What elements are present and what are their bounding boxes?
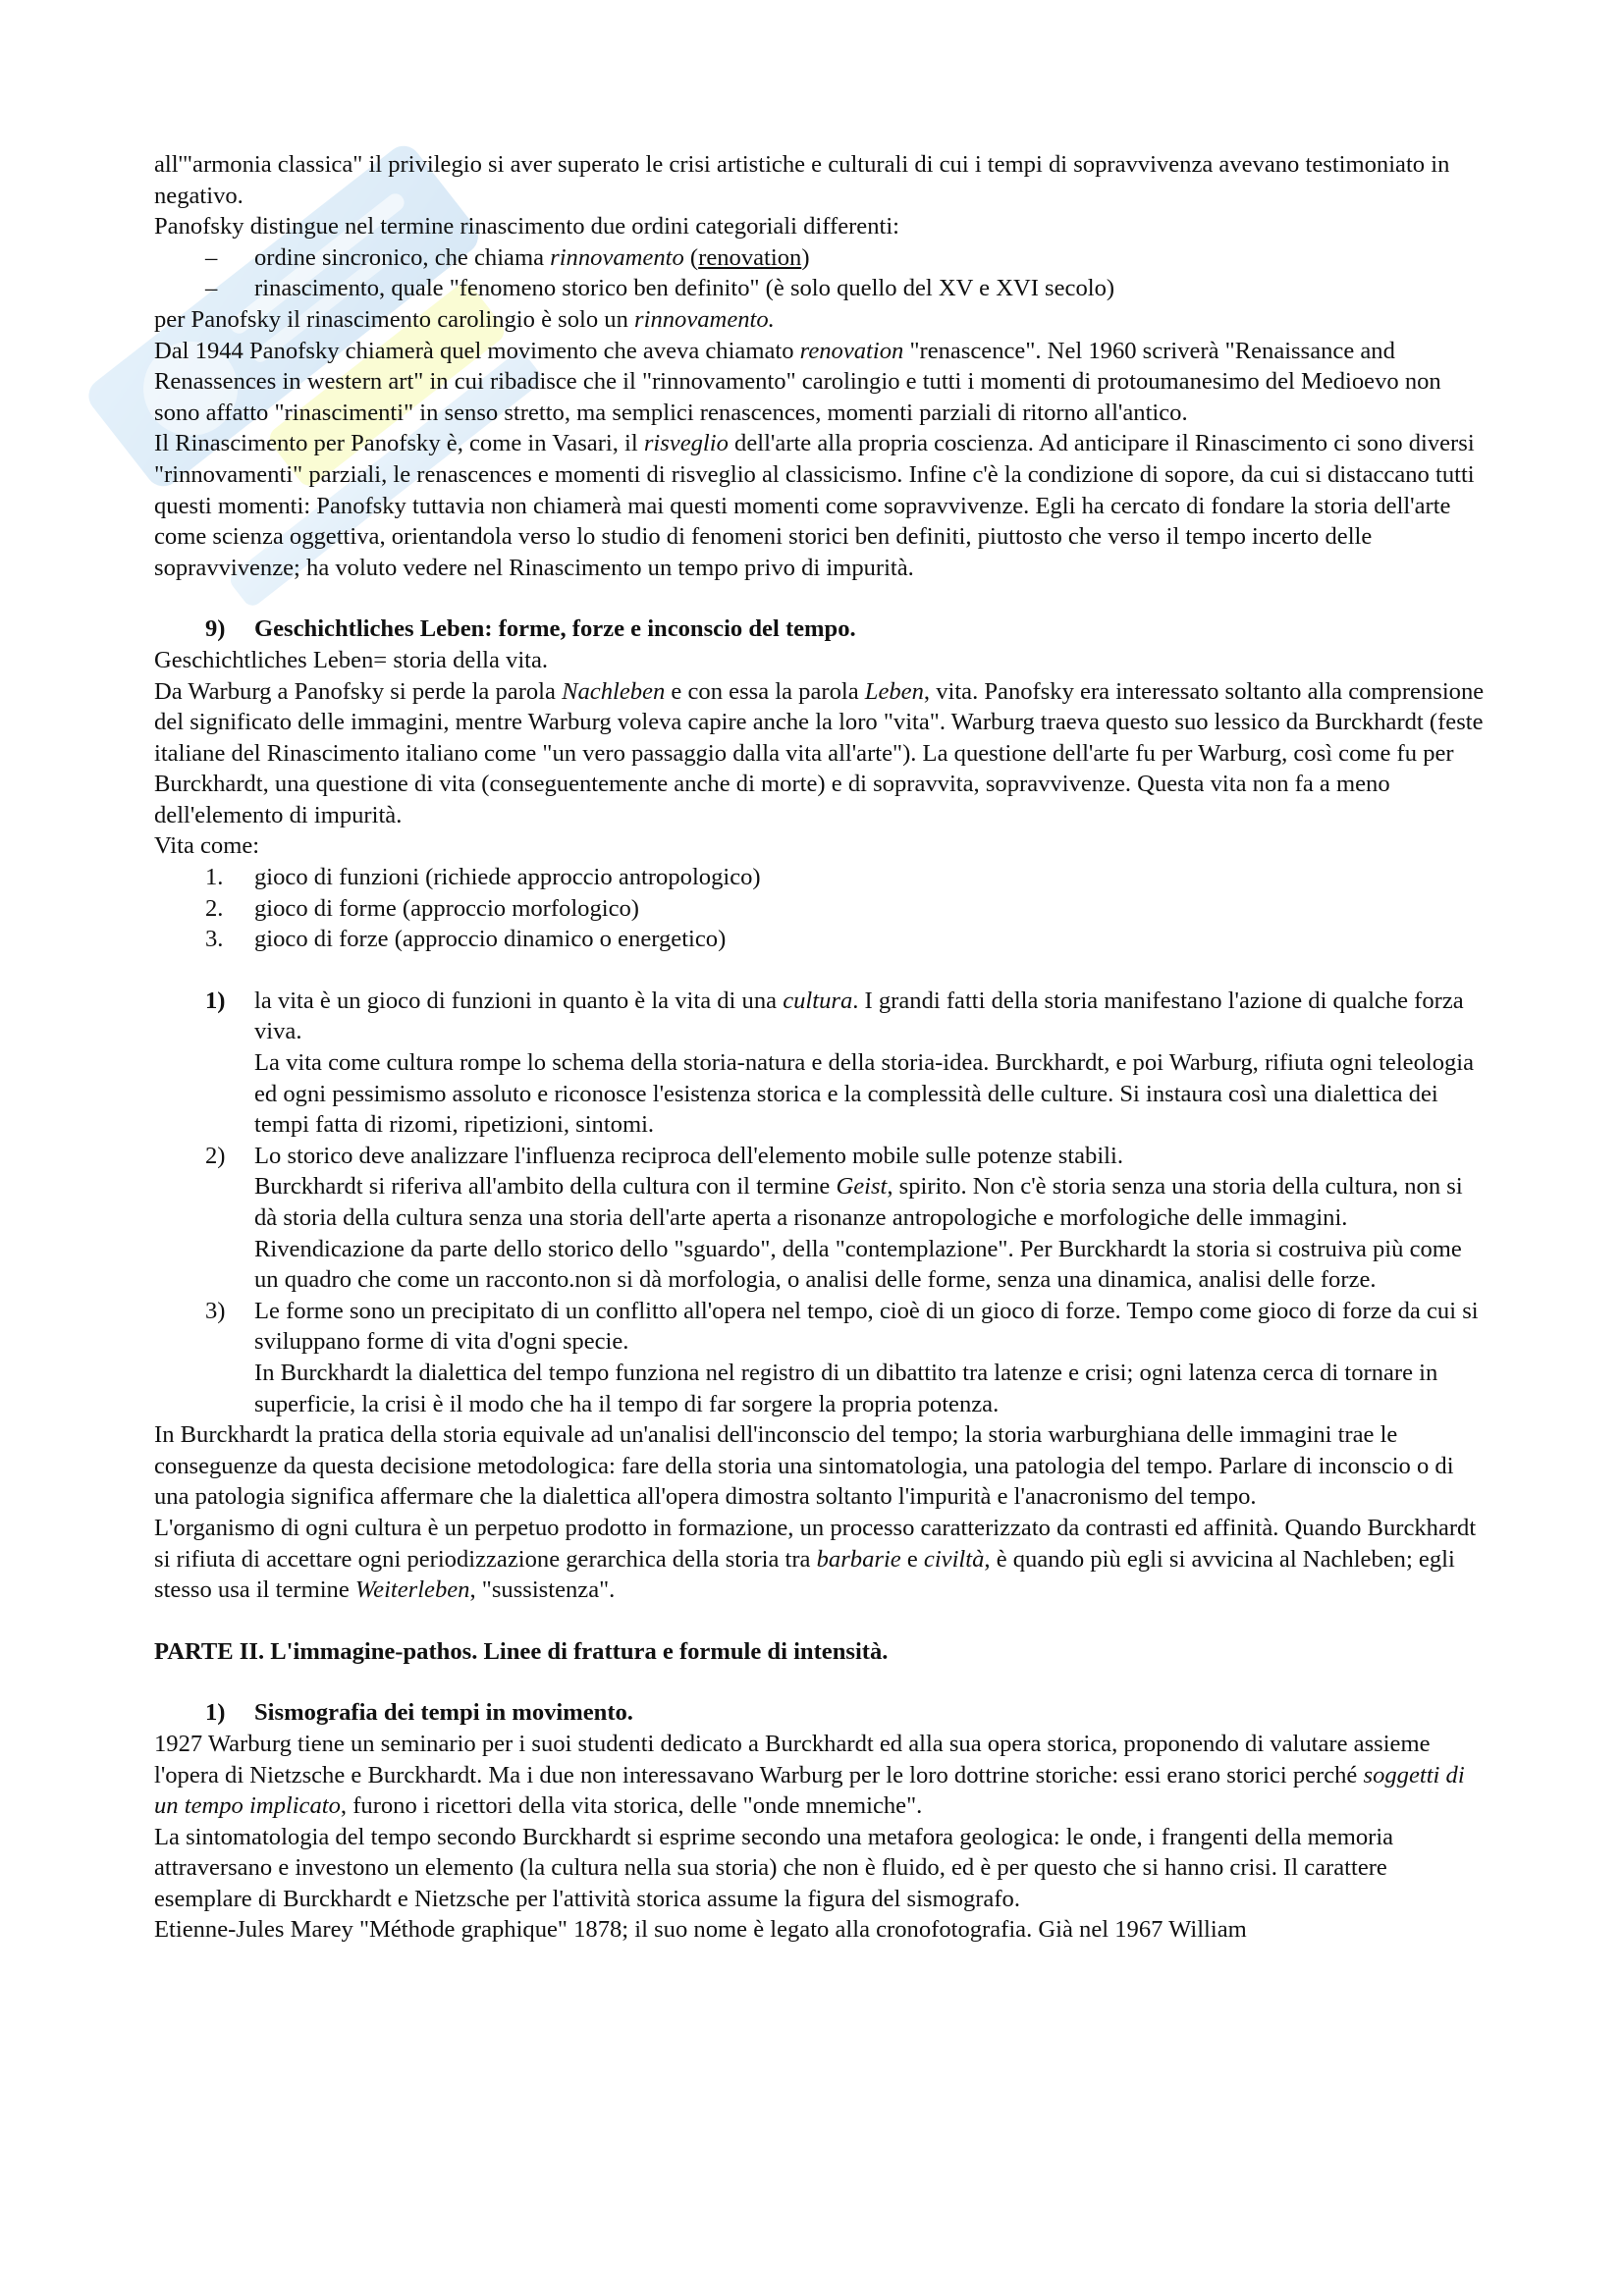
point-number: 3)	[205, 1297, 226, 1324]
list-item-text: gioco di funzioni (richiede approccio antropologico)	[254, 864, 761, 891]
section-heading	[154, 1697, 1489, 1729]
numbered-list-item	[154, 893, 1489, 925]
point-number: 1)	[205, 987, 226, 1014]
paragraph: 1927 Warburg tiene un seminario per i suoi studenti dedicato a Burckhardt ed alla sua opera storica, proponendo di valutare assieme l'opera di Nietzsche e Burckhardt. Ma i due non interessavano Warburg per le loro dottrine storiche: essi erano storici perché soggetti di un tempo implicato, furono i ricettori della vita storica, delle "onde mnemiche".	[154, 1730, 1465, 1820]
list-item-text: gioco di forze (approccio dinamico o energetico)	[254, 926, 727, 953]
section-heading	[154, 614, 1489, 645]
section-number: 1)	[205, 1699, 226, 1727]
point-body	[254, 986, 1489, 1141]
numbered-point	[154, 1141, 1489, 1296]
dash-list-item	[154, 273, 1489, 304]
section-title: Sismografia dei tempi in movimento.	[254, 1699, 633, 1727]
paragraph: Panofsky distingue nel termine rinascimento due ordini categoriali differenti:	[154, 213, 900, 240]
numbered-list-item	[154, 924, 1489, 955]
list-item-text: rinascimento, quale "fenomeno storico ben definito" (è solo quello del XV e XVI secolo)	[254, 275, 1115, 302]
paragraph: In Burckhardt la pratica della storia equivale ad un'analisi dell'inconscio del tempo; la storia warburghiana delle immagini trae le conseguenze da questa decisione metodologica: fare della storia una sintomatologia, una patologia del tempo. Parlare di inconscio o di una patologia significa affermare che la dialettica all'opera dimostra soltanto l'impurità e l'anacronismo del tempo.	[154, 1421, 1454, 1511]
list-number: 1.	[205, 864, 224, 891]
paragraph: Dal 1944 Panofsky chiamerà quel movimento che aveva chiamato renovation "renascence". Nel 1960 scriverà "Renaissance and Renassences in western art" in cui ribadisce che il "rinnovamento" carolingio e tutti i momenti di protoumanesimo del Medioevo non sono affatto "rinascimenti" in senso stretto, ma semplici renascences, momenti parziali di ritorno all'antico.	[154, 337, 1441, 426]
paragraph: per Panofsky il rinascimento carolingio è solo un rinnovamento.	[154, 305, 775, 333]
section-title: Geschichtliches Leben: forme, forze e inconscio del tempo.	[254, 615, 856, 643]
section-number: 9)	[205, 615, 226, 643]
list-item-text: gioco di forme (approccio morfologico)	[254, 894, 639, 922]
paragraph: Geschichtliches Leben= storia della vita.	[154, 646, 549, 673]
dash-list-item	[154, 242, 1489, 274]
paragraph: La vita come cultura rompe lo schema della storia-natura e della storia-idea. Burckhardt, e poi Warburg, rifiuta ogni teleologia ed ogni pessimismo assoluto e riconosce l'esistenza storica e la complessità delle culture. Si instaura così una dialettica dei tempi fatta di rizomi, ripetizioni, sintomi.	[254, 1049, 1475, 1139]
part-title: PARTE II. L'immagine-pathos. Linee di frattura e formule di intensità.	[154, 1637, 889, 1665]
numbered-point	[154, 986, 1489, 1141]
paragraph: Burckhardt si riferiva all'ambito della cultura con il termine Geist, spirito. Non c'è storia senza una storia della cultura, non si dà storia della cultura senza una storia dell'arte aperta a risonanze antropologiche e morfologiche delle immagini. Rivendicazione da parte dello storico dello "sguardo", della "contemplazione". Per Burckhardt la storia si costruiva più come un quadro che come un racconto.non si dà morfologia, o analisi delle forme, senza una dinamica, analisi delle forze.	[254, 1173, 1463, 1294]
paragraph: La sintomatologia del tempo secondo Burckhardt si esprime secondo una metafora geologica: le onde, i frangenti della memoria attraversano e investono un elemento (la cultura nella sua storia) che non è fluido, ed è per questo che si hanno crisi. Il carattere esemplare di Burckhardt e Nietzsche per l'attività storica assume la figura del sismografo.	[154, 1823, 1394, 1912]
point-body	[254, 1296, 1489, 1419]
numbered-point	[154, 1296, 1489, 1419]
dash-marker: –	[205, 275, 218, 302]
paragraph: Etienne-Jules Marey "Méthode graphique" 1878; il suo nome è legato alla cronofotografia. Già nel 1967 William	[154, 1916, 1247, 1944]
list-number: 2.	[205, 894, 224, 922]
paragraph: all'"armonia classica" il privilegio si aver superato le crisi artistiche e culturali di cui i tempi di sopravvivenza avevano testimoniato in negativo.	[154, 151, 1450, 209]
paragraph: la vita è un gioco di funzioni in quanto è la vita di una cultura. I grandi fatti della storia manifestano l'azione di qualche forza viva.	[254, 987, 1464, 1045]
paragraph: Le forme sono un precipitato di un conflitto all'opera nel tempo, cioè di un gioco di forze. Tempo come gioco di forze da cui si sviluppano forme di vita d'ogni specie.	[254, 1297, 1479, 1356]
point-body	[254, 1141, 1489, 1296]
dash-marker: –	[205, 243, 218, 271]
paragraph: Lo storico deve analizzare l'influenza reciproca dell'elemento mobile sulle potenze stabili.	[254, 1142, 1123, 1169]
paragraph: In Burckhardt la dialettica del tempo funziona nel registro di un dibattito tra latenze e crisi; ogni latenza cerca di tornare in superficie, la crisi è il modo che ha il tempo di far sorgere la propria potenza.	[254, 1359, 1438, 1417]
paragraph: Il Rinascimento per Panofsky è, come in Vasari, il risveglio dell'arte alla propria coscienza. Ad anticipare il Rinascimento ci sono diversi "rinnovamenti" parziali, le renascences e momenti di risveglio al classicismo. Infine c'è la condizione di sopore, da cui si distaccano tutti questi momenti: Panofsky tuttavia non chiamerà mai questi momenti come sopravvivenze. Egli ha cercato di fondare la storia dell'arte come scienza oggettiva, orientandola verso lo studio di fenomeni storici ben definiti, piuttosto che verso il tempo incerto delle sopravvivenze; ha voluto vedere nel Rinascimento un tempo privo di impurità.	[154, 430, 1475, 581]
numbered-list-item	[154, 862, 1489, 893]
paragraph: L'organismo di ogni cultura è un perpetuo prodotto in formazione, un processo caratterizzato da contrasti ed affinità. Quando Burckhardt si rifiuta di accettare ogni periodizzazione gerarchica della storia tra barbarie e civiltà, è quando più egli si avvicina al Nachleben; egli stesso usa il termine Weiterleben, "sussistenza".	[154, 1514, 1477, 1604]
document-body	[154, 149, 1489, 1946]
point-number: 2)	[205, 1142, 226, 1169]
list-number: 3.	[205, 926, 224, 953]
paragraph: Vita come:	[154, 832, 260, 860]
paragraph: Da Warburg a Panofsky si perde la parola Nachleben e con essa la parola Leben, vita. Panofsky era interessato soltanto alla comprensione del significato delle immagini, mentre Warburg voleva capire anche la loro "vita". Warburg traeva questo suo lessico da Burckhardt (feste italiane del Rinascimento italiano come "un vero passaggio dalla vita all'arte"). La questione dell'arte fu per Warburg, così come fu per Burckhardt, una questione di vita (conseguentemente anche di morte) e di sopravvita, sopravvivenze. Questa vita non fa a meno dell'elemento di impurità.	[154, 677, 1485, 828]
list-item-text: ordine sincronico, che chiama rinnovamento (renovation)	[254, 243, 810, 271]
